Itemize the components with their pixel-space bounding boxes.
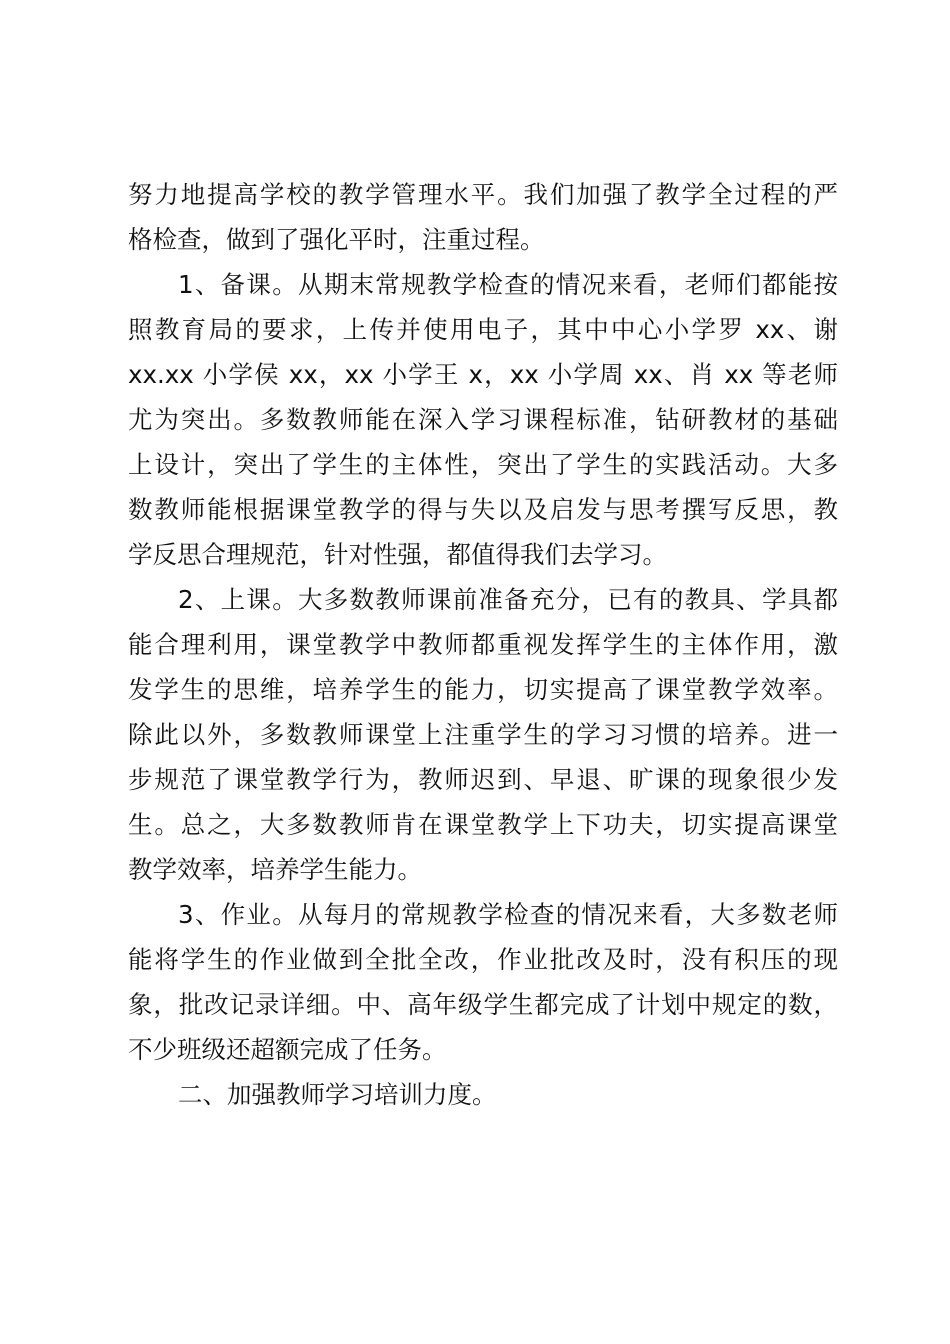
text-line: 学反思合理规范，针对性强，都值得我们去学习。 (128, 540, 667, 569)
text-line: 不少班级还超额完成了任务。 (128, 1035, 447, 1064)
text-line: 照教育局的要求，上传并使用电子，其中中心小学罗 xx、谢 (128, 315, 838, 344)
text-line: 步规范了课堂教学行为，教师迟到、早退、旷课的现象很少发 (128, 765, 838, 794)
text-line: 上设计，突出了学生的主体性，突出了学生的实践活动。大多 (128, 450, 838, 479)
text-line: 努力地提高学校的教学管理水平。我们加强了教学全过程的严 (128, 180, 838, 209)
document-body (128, 172, 838, 1117)
text-line: 数教师能根据课堂教学的得与失以及启发与思考撰写反思，教 (128, 495, 838, 524)
text-line: 除此以外，多数教师课堂上注重学生的学习习惯的培养。进一 (128, 720, 838, 749)
paragraph-lesson-prep (128, 262, 838, 577)
text-line: 能合理利用，课堂教学中教师都重视发挥学生的主体作用，激 (128, 630, 838, 659)
text-line: 格检查，做到了强化平时，注重过程。 (128, 225, 545, 254)
text-line: 发学生的思维，培养学生的能力，切实提高了课堂教学效率。 (128, 675, 838, 704)
paragraph-intro (128, 172, 838, 262)
text-line: xx.xx 小学侯 xx，xx 小学王 x，xx 小学周 xx、肖 xx 等老师 (128, 360, 838, 389)
text-line: 能将学生的作业做到全批全改，作业批改及时，没有积压的现 (128, 945, 838, 974)
paragraph-teaching (128, 577, 838, 892)
text-line: 2、上课。大多数教师课前准备充分，已有的教具、学具都 (178, 585, 838, 614)
text-line: 象，批改记录详细。中、高年级学生都完成了计划中规定的数， (128, 990, 838, 1019)
text-line: 1、备课。从期末常规教学检查的情况来看，老师们都能按 (178, 270, 838, 299)
text-line: 生。总之，大多数教师肯在课堂教学上下功夫，切实提高课堂 (128, 810, 838, 839)
section-heading (128, 1072, 838, 1117)
text-line: 尤为突出。多数教师能在深入学习课程标准，钻研教材的基础 (128, 405, 838, 434)
paragraph-homework (128, 892, 838, 1072)
heading-line: 二、加强教师学习培训力度。 (178, 1080, 497, 1109)
text-line: 教学效率，培养学生能力。 (128, 855, 422, 884)
text-line: 3、作业。从每月的常规教学检查的情况来看，大多数老师 (178, 900, 838, 929)
